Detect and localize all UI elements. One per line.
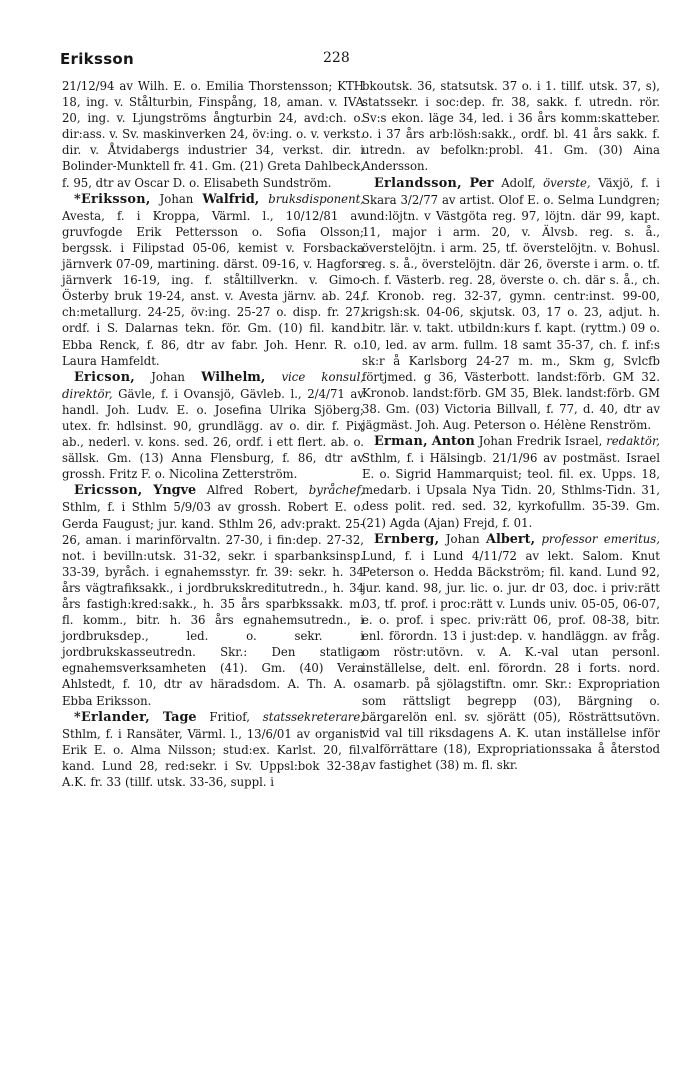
entry-erlandsson-per: Erlandsson, Per Adolf, överste, Växjö, f. i Skara 3/2/77 av artist. Olof E. o. Selma Lundgren; und:löjtn. v Västgöta reg. 97, löjtn. där 99, kapt. 11, major i arm. 20, v. Älvsb. reg. s. å., överstelöjtn. i arm. 25, tf. överstelöjtn. v. Bohusl. reg. s. å., överstelöjtn. där 26, överste i arm. o. tf. ch. f. Västerb. reg. 28, överste o. ch. där s. å., ch. f. Kronob. reg. 32-37, gymn. centr:inst. 99-00, krigsh:sk. 04-06, skjutsk. 03, 17 o. 23, adjut. h. bitr. lär. v. takt. utbildn:kurs f. kapt. (ryttm.) 09 o. 10, led. av arm. fullm. 18 samt 35-37, ch. f. inf:s sk:r å Karlsborg 24-27 m. m., Skm g, Svlcfb förtjmed. g 36, Västerbott. landst:förb. GM 32. Kronob. landst:förb. GM 35, Blek. landst:förb. GM 38. Gm. (03) Victoria Billvall, f. 77, d. 40, dtr av jägmäst. Joh. Aug. Peterson o. Hélène Renström. (362, 175, 661, 432)
entry-title: vice konsul, direktör, (62, 369, 365, 401)
entry-surname: Ericsson, (74, 483, 143, 499)
entry-ernberg-johan-albert: Ernberg, Johan Albert, professor emeritus, Lund, f. i Lund 4/11/72 av lekt. Salom. Knut Peterson o. Hedda Bäckström; fil. kand. Lund 92, jur. kand. 98, jur. lic. o. jur. dr 03, doc. i priv:rätt 03, tf. prof. i proc:rätt v. Lunds univ. 05-05, 06-07, e. o. prof. i spec. priv:rätt 06, prof. 08-38, bitr. enl. förordn. 13 i just:dep. v. handläggn. av fråg. om röstr:utövn. v. A. K.-val utan personl. inställelse, delt. enl. förordn. 28 i forts. nord. samarb. på sjölagstiftn. omr. Skr.: Expropriation som rättsligt begrepp (03), Bärgning o. bärgarelön enl. sv. sjörätt (05), Rösträttsutövn. vid val till riksdagens A. K. utan inställelse inför valförrättare (18), Expropriationssaka å återstod av fastighet (38) m. fl. skr. (362, 531, 661, 772)
entry-given-name: Walfrid, (202, 191, 260, 207)
entry-given-name: Wilhelm, (201, 369, 266, 385)
entry-ericson-johan-wilhelm: Ericson, Johan Wilhelm, vice konsul, direktör, Gävle, f. i Ovansjö, Gävleb. l., 2/4/71 av handl. Joh. Ludv. E. o. Josefina Ulrika Sjöberg; utex. fr. hdlsinst. 90, grundlägg. av o. dir. f. Pix ab., nederl. v. kons. sed. 26, ordf. i ett flert. ab. o. sällsk. Gm. (13) Anna Flensburg, f. 86, dtr av grossh. Fritz F. o. Nicolina Zetterström. (62, 369, 365, 482)
page-header (60, 50, 652, 74)
entry-surname: Erman, (374, 434, 428, 450)
left-column (62, 78, 364, 790)
entry-title: professor emeritus, (541, 531, 661, 546)
entry-given-name: Tage (162, 709, 197, 725)
entry-given-name: Yngve (153, 483, 197, 499)
running-head: Eriksson (60, 50, 135, 68)
entry-surname: *Erlander, (74, 709, 151, 725)
entry-surname: Ericson, (74, 369, 136, 385)
entry-title: överste, (543, 175, 591, 190)
entry-erman-anton: Erman, Anton Johan Fredrik Israel, redaktör, Sthlm, f. i Hälsingb. 21/1/96 av postmäst. Israel E. o. Sigrid Hammarquist; teol. fil. ex. Upps. 18, medarb. i Upsala Nya Tidn. 20, Sthlms-Tidn. 31, dess polit. red. sed. 32, kyrkofullm. 35-39. Gm. (21) Agda (Ajan) Frejd, f. 01. (362, 434, 660, 530)
entry-given-name: Albert, (486, 531, 536, 547)
entry-eriksson-johan-walfrid: *Eriksson, Johan Walfrid, bruksdisponent, Avesta, f. i Kroppa, Värml. l., 10/12/81 av gruvfogde Erik Pettersson o. Sofia Olsson; bergssk. i Filipstad 05-06, kemist v. Forsbacka järnverk 07-09, martining. därst. 09-16, v. Hagfors järnverk 16-19, ing. f. ståltillverkn. v. Gimo-Österby bruk 19-24, anst. v. Avesta järnv. ab. 24, ch:metallurg. 24-25, öv:ing. 25-27 o. disp. fr. 27, ordf. i S. Dalarnas tekn. för. Gm. (10) fil. kand. Ebba Renck, f. 86, dtr av fabr. Joh. Henr. R. o. Laura Hamfeldt. (62, 191, 365, 368)
entry-continuation: bkoutsk. 36, statsutsk. 37 o. i 1. tillf. utsk. 37, s), statssekr. i soc:dep. fr. 38, sakk. f. utredn. rör. Sv:s ekon. läge 34, led. i 36 års komm:skatteber. o. i 37 års arb:lösh:sakk., ordf. bl. 41 års sakk. f. utredn. av befolkn:probl. 41. Gm. (30) Aina Andersson. (362, 79, 660, 174)
entry-title: redaktör, (606, 434, 660, 449)
entry-title: statssekreterare, (262, 709, 365, 724)
entry-surname: *Eriksson, (74, 191, 151, 207)
entry-surname: Ernberg, (374, 531, 440, 547)
page-number: 228 (323, 50, 350, 66)
entry-ericsson-yngve: Ericsson, Yngve Alfred Robert, byråchef, Sthlm, f. i Sthlm 5/9/03 av grossh. Robert E. o. Gerda Faugust; jur. kand. Sthlm 26, adv:prakt. 25-26, aman. i marinförvaltn. 27-30, i fin:dep. 27-32, not. i bevilln:utsk. 31-32, sekr. i sparbanksinsp. 33-39, byråch. i egnahemsstyr. fr. 39: sekr. h. 34 års vägtrafiksakk., i jordbrukskreditutredn., h. 34 års fastigh:kred:sakk., h. 35 års sparbkssakk. m. fl. komm., bitr. h. 36 års egnahemsutredn., i jordbruksdep., led. o. sekr. i jordbrukskasseutredn. Skr.: Den statliga egnahemsverksamheten (41). Gm. (40) Vera Ahlstedt, f. 10, dtr av häradsdom. A. Th. A. o. Ebba Eriksson. (62, 483, 365, 708)
entry-title: bruksdisponent, (268, 191, 365, 206)
entry-given-name: Anton (431, 434, 475, 450)
right-column (362, 78, 660, 773)
entry-title: byråchef, (308, 483, 365, 498)
entry-given-name: Per (469, 175, 494, 191)
entry-erlander-tage: *Erlander, Tage Fritiof, statssekreterare, Sthlm, f. i Ransäter, Värml. l., 13/6/01 av organist Erik E. o. Alma Nilsson; stud:ex. Karlst. 20, fil. kand. Lund 28, red:sekr. i Sv. Uppsl:bok 32-38, A.K. fr. 33 (tillf. utsk. 33-36, suppl. i (62, 709, 365, 790)
entry-continuation: 21/12/94 av Wilh. E. o. Emilia Thorstensson; KTH 18, ing. v. Stålturbin, Finspång, 18, aman. v. IVA 20, ing. v. Ljungströms ångturbin 24, avd:ch. o. dir:ass. v. Sv. maskinverken 24, öv:ing. o. v. verkst. dir. v. Åtvidabergs industrier 34, verkst. dir. i Bolinder-Munktell fr. 41. Gm. (21) Greta Dahlbeck, f. 95, dtr av Oscar D. o. Elisabeth Sundström. (62, 79, 364, 190)
entry-surname: Erlandsson, (374, 175, 462, 191)
